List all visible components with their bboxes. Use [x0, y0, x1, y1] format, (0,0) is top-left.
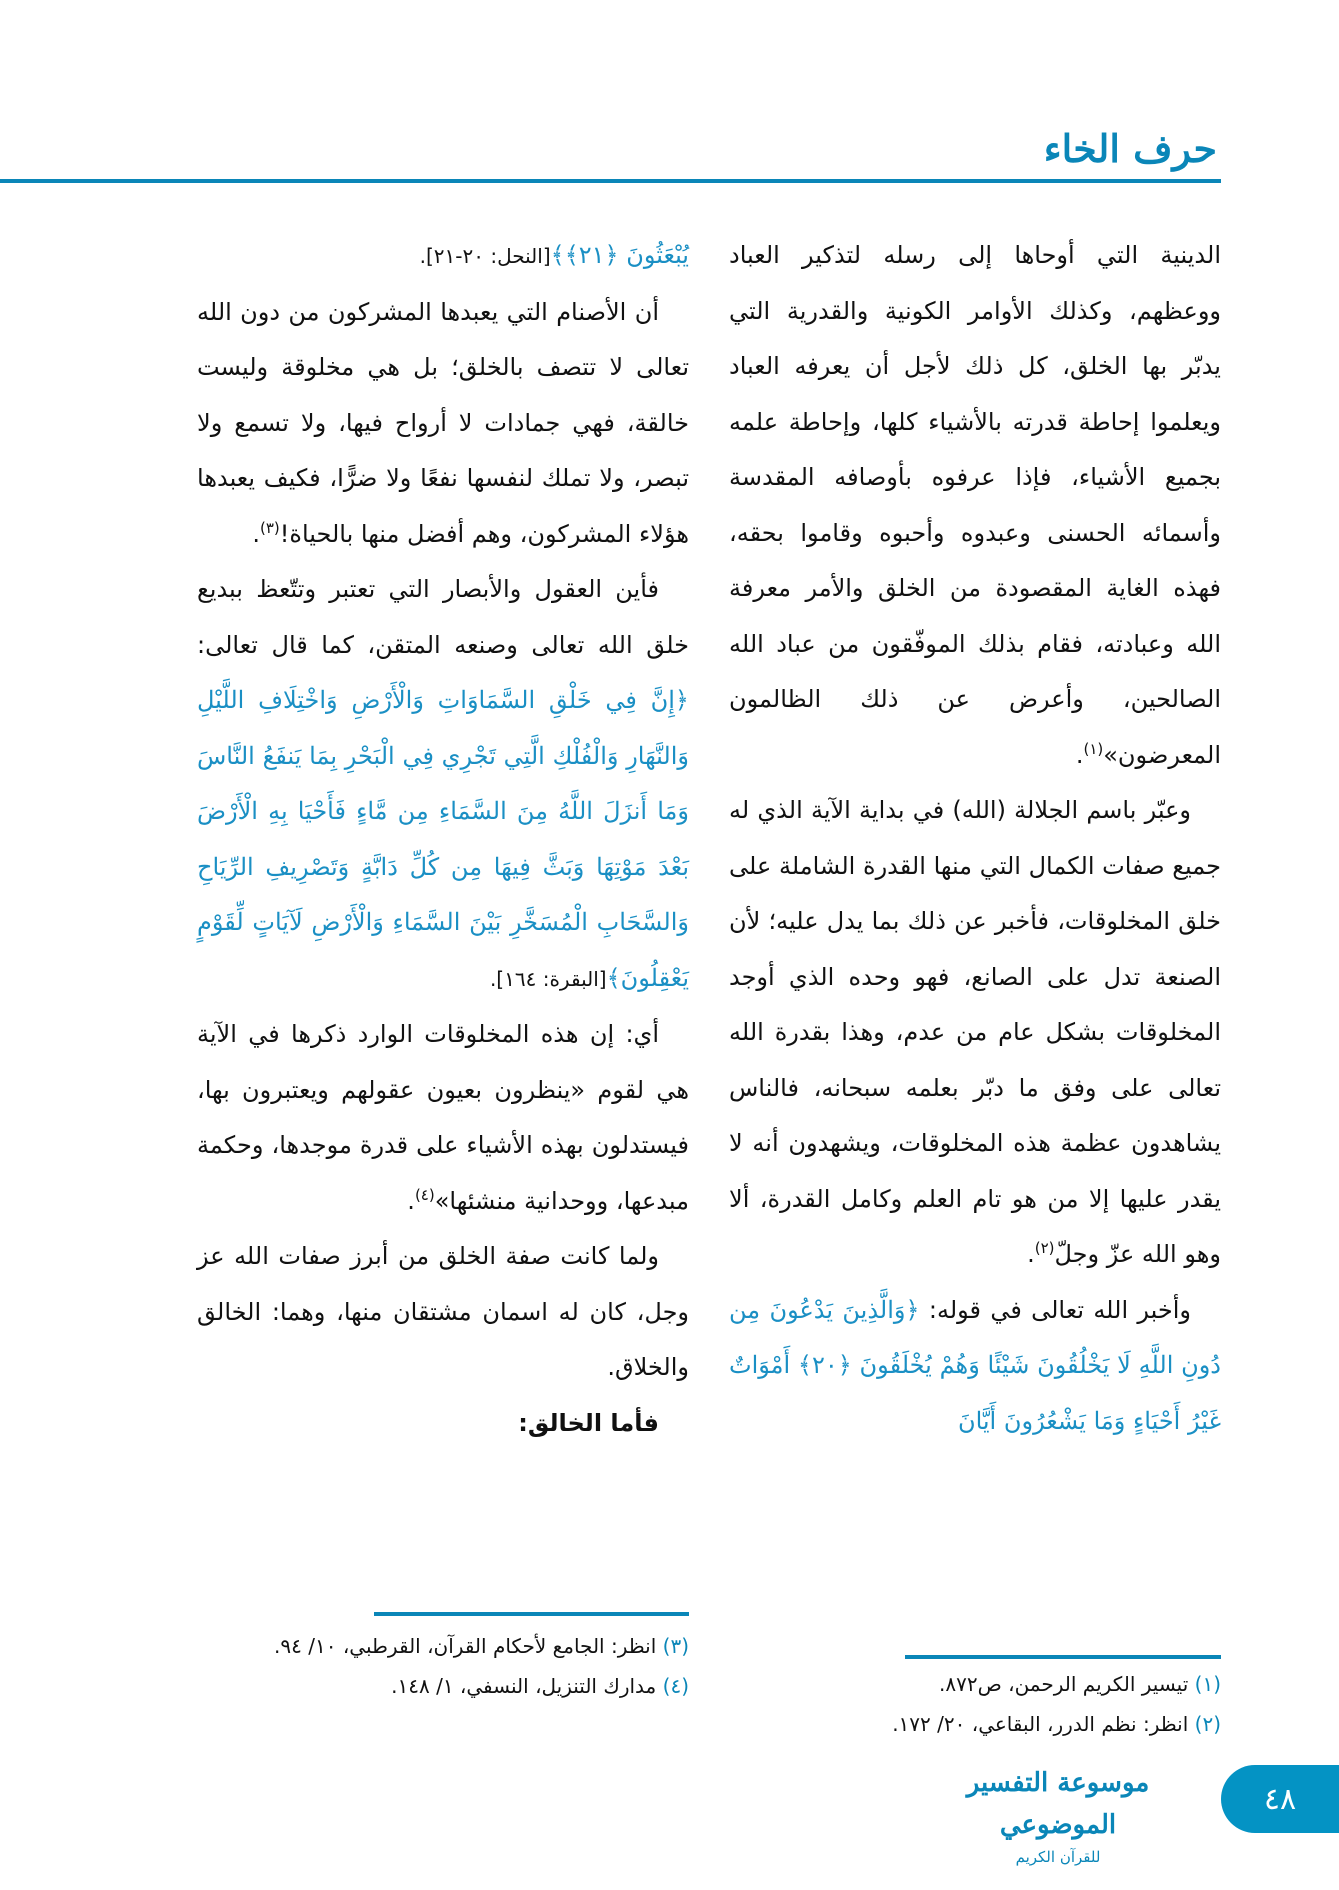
paragraph [729, 783, 1221, 1283]
punct: . [1075, 740, 1084, 769]
paragraph-text: فأين العقول والأبصار التي تعتبر وتتّعظ ببديع خلق الله تعالى وصنعه المتقن، كما قال تعالى: [197, 575, 689, 659]
paragraph-text: وعبّر باسم الجلالة (الله) في بداية الآية الذي له جميع صفات الكمال التي منها القدرة الشاملة على خلق المخلوقات، فأخبر عن ذلك بما يدل عليه؛ لأن الصنعة تدل على الصانع، فهو وحده الذي أوجد المخلوقات بشكل عام من عدم، وهذا بقدرة الله تعالى على وفق ما دبّر بعلمه سبحانه، فالناس يشاهدون عظمة هذه المخلوقات، ويشهدون أنه لا يقدر عليها إلا من هو تام العلم وكامل القدرة، ألا وهو الله عزّ وجلّ [729, 796, 1221, 1268]
footnotes-left [197, 1626, 689, 1706]
paragraph [197, 1007, 689, 1229]
footnote-text: انظر: نظم الدرر، البقاعي، ٢٠/ ١٧٢. [892, 1712, 1189, 1736]
footnote-rule [905, 1655, 1221, 1659]
footnote [729, 1704, 1221, 1744]
paragraph-text: وأخبر الله تعالى في قوله: [919, 1295, 1192, 1324]
footnote-number: (٣) [662, 1634, 689, 1658]
footnote-text: مدارك التنزيل، النسفي، ١/ ١٤٨. [391, 1674, 657, 1698]
quran-verse: ﴿إِنَّ فِي خَلْقِ السَّمَاوَاتِ وَالْأَرْضِ وَاخْتِلَافِ اللَّيْلِ وَالنَّهَارِ وَالْفُلْكِ الَّتِي تَجْرِي فِي الْبَحْرِ بِمَا يَنفَعُ النَّاسَ وَمَا أَنزَلَ اللَّهُ مِنَ السَّمَاءِ مِن مَّاءٍ فَأَحْيَا بِهِ الْأَرْضَ بَعْدَ مَوْتِهَا وَبَثَّ فِيهَا مِن كُلِّ دَابَّةٍ وَتَصْرِيفِ الرِّيَاحِ وَالسَّحَابِ الْمُسَخَّرِ بَيْنَ السَّمَاءِ وَالْأَرْضِ لَآيَاتٍ لِّقَوْمٍ يَعْقِلُونَ﴾ [197, 686, 689, 992]
punct: . [252, 519, 260, 548]
quran-verse: يُبْعَثُونَ ﴿٢١﴾﴾ [550, 241, 689, 269]
footnote-ref[interactable]: (٤) [414, 1185, 435, 1204]
paragraph-text: أي: إن هذه المخلوقات الوارد ذكرها في الآية هي لقوم «ينظرون بعيون عقولهم ويعتبرون بها، فيستدلون بهذه الأشياء على قدرة موجدها، وحكمة مبدعها، ووحدانية منشئها» [197, 1020, 689, 1215]
paragraph [197, 285, 689, 563]
footnote-ref[interactable]: (٣) [259, 518, 280, 537]
footnote-number: (٤) [662, 1674, 689, 1698]
paragraph [197, 562, 689, 1007]
footnote [197, 1626, 689, 1666]
footnote-ref[interactable]: (١) [1083, 739, 1104, 758]
paragraph [729, 228, 1221, 783]
paragraph [197, 1229, 689, 1396]
quran-verse: ﴿وَالَّذِينَ يَدْعُونَ مِن دُونِ اللَّهِ لَا يَخْلُقُونَ شَيْئًا وَهُمْ يُخْلَقُونَ ﴿٢٠﴾ أَمْوَاتٌ غَيْرُ أَحْيَاءٍ وَمَا يَشْعُرُونَ أَيَّانَ [729, 1295, 1221, 1435]
chapter-title: حرف الخاء [1043, 126, 1217, 171]
paragraph-text: ولما كانت صفة الخلق من أبرز صفات الله عز وجل، كان له اسمان مشتقان منها، وهما: الخالق والخلاق. [197, 1242, 689, 1381]
right-column [729, 228, 1221, 1449]
paragraph [729, 1283, 1221, 1450]
header-rule [0, 179, 1221, 183]
punct: . [407, 1186, 415, 1215]
paragraph-text: أن الأصنام التي يعبدها المشركون من دون الله تعالى لا تتصف بالخلق؛ بل هي مخلوقة وليست خالقة، فهي جمادات لا أرواح فيها، ولا تسمع ولا تبصر، ولا تملك لنفسها نفعًا ولا ضرًّا، فكيف يعبدها هؤلاء المشركون، وهم أفضل منها بالحياة! [197, 297, 689, 548]
verse-reference: [البقرة: ١٦٤]. [489, 966, 607, 991]
paragraph-text: الدينية التي أوحاها إلى رسله لتذكير العباد ووعظهم، وكذلك الأوامر الكونية والقدرية التي يدبّر بها الخلق، كل ذلك لأجل أن يعرفه العباد ويعلموا إحاطة قدرته بالأشياء كلها، وإحاطة علمه بجميع الأشياء، فإذا عرفوه بأوصافه المقدسة وأسمائه الحسنى وعبدوه وأحبوه وقاموا بحقه، فهذه الغاية المقصودة من الخلق والأمر معرفة الله وعبادته، فقام بذلك الموفّقون من عباد الله الصالحين، وأعرض عن ذلك الظالمون المعرضون» [729, 241, 1221, 769]
logo-line-1: موسوعة التفسير الموضوعي [966, 1768, 1150, 1840]
footnote-rule [374, 1612, 689, 1616]
left-column [197, 228, 689, 1451]
paragraph [197, 228, 689, 285]
footnote [729, 1664, 1221, 1704]
footnote-number: (١) [1194, 1672, 1221, 1696]
footnote-number: (٢) [1194, 1712, 1221, 1736]
section-heading: فأما الخالق: [518, 1408, 659, 1437]
punct: . [1027, 1240, 1035, 1268]
footnote-text: تيسير الكريم الرحمن، ص٨٧٢. [939, 1672, 1189, 1696]
footnotes-right [729, 1664, 1221, 1744]
footnote-ref[interactable]: (٢) [1034, 1239, 1055, 1257]
encyclopedia-logo [934, 1762, 1182, 1866]
page-number: ٤٨ [1221, 1765, 1339, 1833]
footnote-text: انظر: الجامع لأحكام القرآن، القرطبي، ١٠/ ٩٤. [274, 1634, 657, 1658]
footnote [197, 1666, 689, 1706]
logo-line-2: للقرآن الكريم [1015, 1848, 1101, 1866]
verse-reference: [النحل: ٢٠-٢١]. [419, 244, 551, 268]
